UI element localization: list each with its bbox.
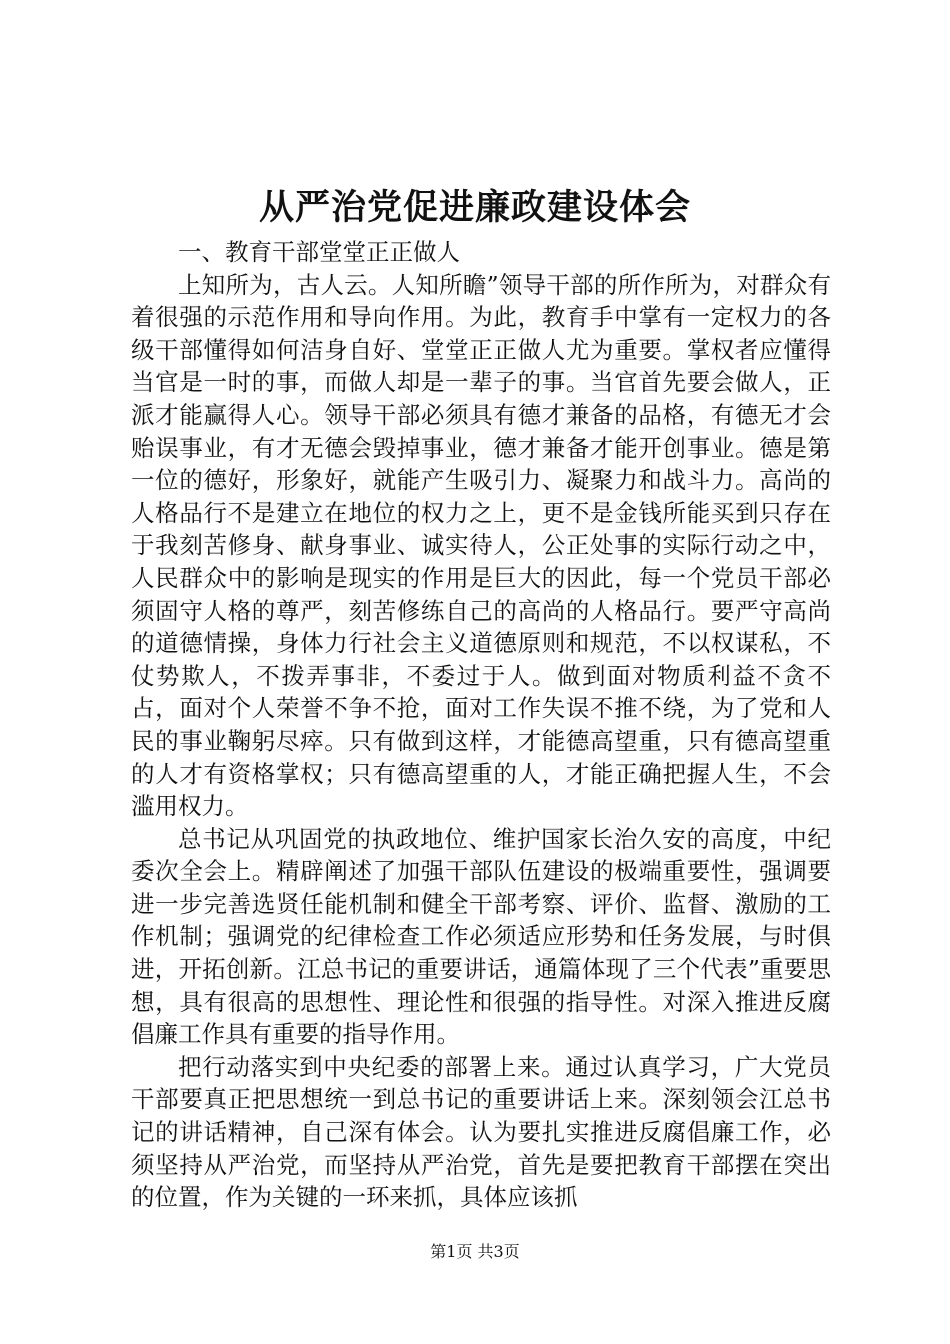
body-paragraph: 总书记从巩固党的执政地位、维护国家长治久安的高度，中纪委次全会上。精辟阐述了加强干部队伍建设的极端重要性，强调要进一步完善选贤任能机制和健全干部考察、评价、监督、激励的工作机制；强调党的纪律检查工作必须适应形势和任务发展，与时俱进，开拓创新。江总书记的重要讲话，通篇体现了三个代表”重要思想，具有很高的思想性、理论性和很强的指导性。对深入推进反腐倡廉工作具有重要的指导作用。 [131,824,831,1049]
document-body [131,236,831,1214]
page-number-footer: 第1页 共3页 [430,1242,520,1261]
section-heading: 一、教育干部堂堂正正做人 [178,238,460,266]
body-paragraph: 把行动落实到中央纪委的部署上来。通过认真学习，广大党员干部要真正把思想统一到总书记的重要讲话上来。深刻领会江总书记的讲话精神，自己深有体会。认为要扎实推进反腐倡廉工作，必须坚持从严治党，而坚持从严治党，首先是要把教育干部摆在突出的位置，作为关键的一环来抓，具体应该抓 [131,1052,831,1212]
body-paragraph: 上知所为，古人云。人知所瞻”领导干部的所作所为，对群众有着很强的示范作用和导向作用。为此，教育手中掌有一定权力的各级干部懂得如何洁身自好、堂堂正正做人尤为重要。掌权者应懂得当官是一时的事，而做人却是一辈子的事。当官首先要会做人，正派才能赢得人心。领导干部必须具有德才兼备的品格，有德无才会贻误事业，有才无德会毁掉事业，德才兼备才能开创事业。德是第一位的德好，形象好，就能产生吸引力、凝聚力和战斗力。高尚的人格品行不是建立在地位的权力之上，更不是金钱所能买到只存在于我刻苦修身、献身事业、诚实待人，公正处事的实际行动之中，人民群众中的影响是现实的作用是巨大的因此，每一个党员干部必须固守人格的尊严，刻苦修练自己的高尚的人格品行。要严守高尚的道德情操，身体力行社会主义道德原则和规范，不以权谋私，不仗势欺人，不拨弄事非，不委过于人。做到面对物质利益不贪不占，面对个人荣誉不争不抢，面对工作失误不推不绕，为了党和人民的事业鞠躬尽瘁。只有做到这样，才能德高望重，只有德高望重的人才有资格掌权；只有德高望重的人，才能正确把握人生，不会滥用权力。 [131,270,831,821]
document-title: 从严治党促进廉政建设体会 [258,187,691,228]
